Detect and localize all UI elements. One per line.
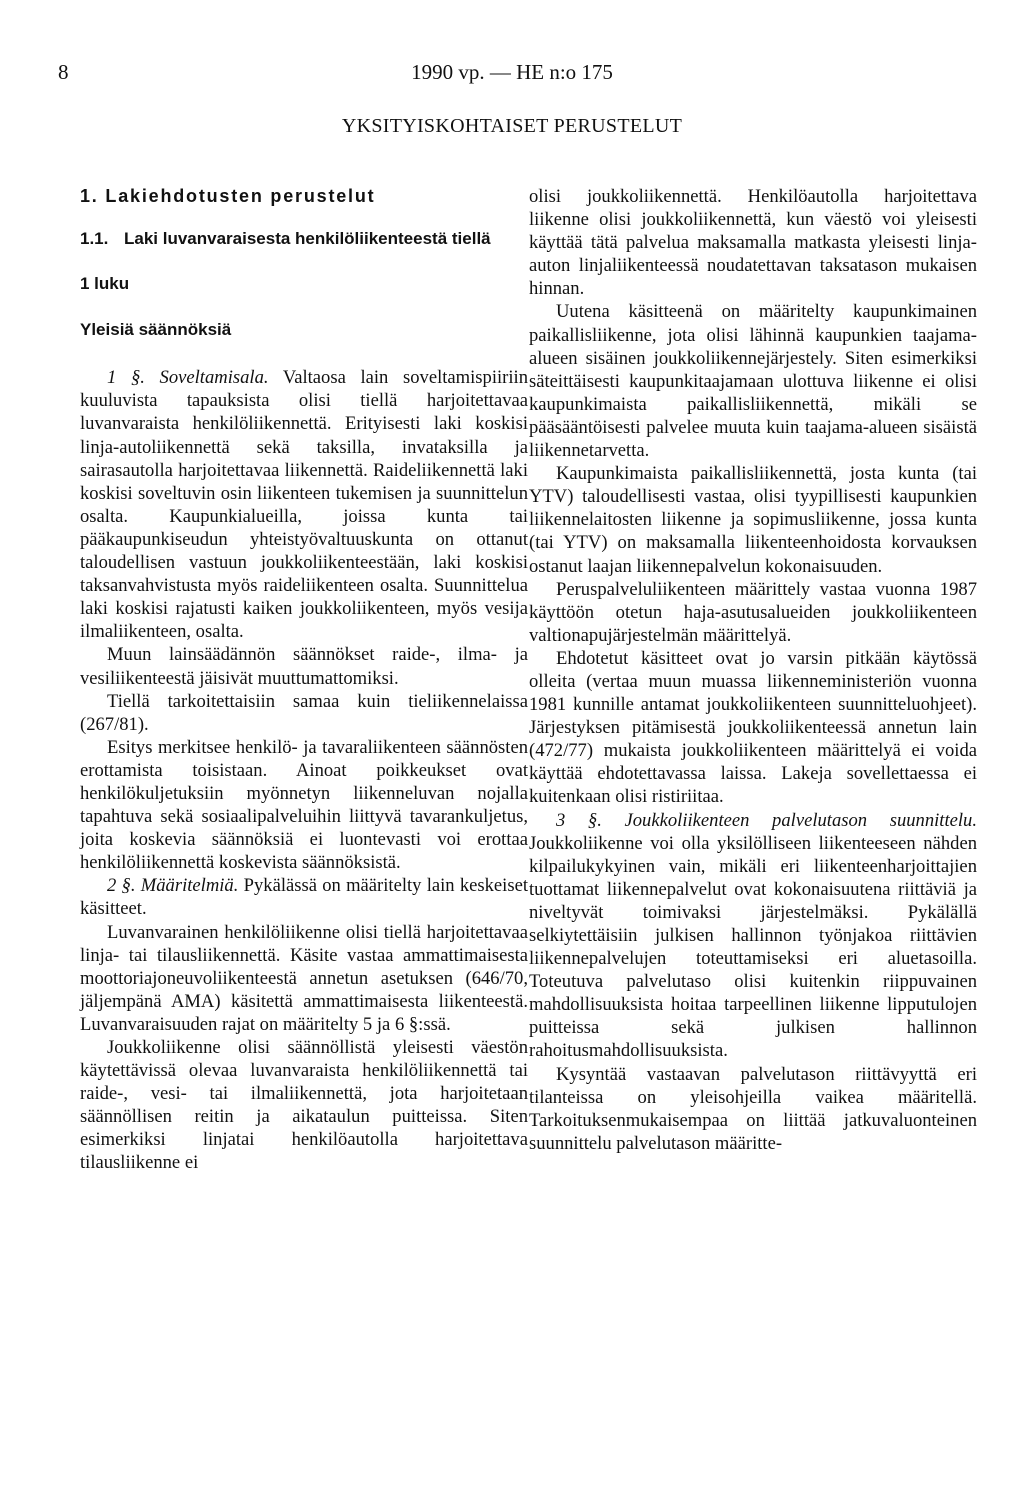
section-2-text: Pykälässä on määritelty lain keskeiset käsitteet.: [80, 875, 528, 920]
part-heading: 1 luku: [80, 274, 130, 294]
paragraph: Kysyntää vastaavan palvelutason riittävyyttä eri tilanteissa on yleisohjeilla vaikea määritellä. Tarkoituksenmukaisempaa on liittää jatkuvaluonteinen suunnittelu palvelutason määritte-: [529, 1063, 977, 1154]
paragraph-section-2: [80, 874, 528, 920]
paragraph: Peruspalveluliikenteen määrittely vastaa vuonna 1987 käyttöön otetun haja-asutusalueiden joukkoliikenteen valtionapujärjestelmän määrittelyä.: [529, 578, 977, 646]
left-column: [80, 185, 528, 1175]
section-title: YKSITYISKOHTAISET PERUSTELUT: [341, 115, 683, 137]
paragraph: Kaupunkimaista paikallisliikennettä, josta kunta (tai YTV) taloudellisesti vastaa, olisi tyypillisesti kaupunkien liikennelaitosten liikenne ja sopimusliikenne, jossa kunta (tai YTV) on maksamalla liikenteenhoidosta korvauksen ostanut laajan liikennepalvelun kokonaisuuden.: [529, 463, 977, 577]
section-2-label: 2 §. Määritelmiä.: [107, 875, 239, 897]
part-subheading: Yleisiä säännöksiä: [80, 320, 232, 340]
section-3-text: Joukkoliikenne voi olla yksilölliseen liikenteeseen nähden kilpailukykyinen vain, mikäli eri liikenteenharjoittajien tuottamat liikennepalvelut ovat kokonaisuutena riittäviä ja niveltyvät toimivaksi järjestelmäksi. Pykälällä selkiytettäisiin julkisen hallinnon työnjakoa riittävien liikennepalvelujen toteuttamiseksi eri aluetasoilla. Toteutuva palvelutaso olisi kuitenkin riippuvainen mahdollisuuksista hoitaa tarpeellinen liikenne lipputulojen puitteissa sekä julkisen hallinnon rahoitusmahdollisuuksista.: [529, 832, 977, 1062]
chapter-heading: 1. Lakiehdotusten perustelut: [80, 186, 376, 206]
paragraph: Muun lainsäädännön säännökset raide-, ilma- ja vesiliikenteestä jäisivät muuttumattomiksi.: [80, 644, 528, 689]
paragraph: Uutena käsitteenä on määritelty kaupunkimainen paikallisliikenne, jota olisi lähinnä kaupunkien taajama-alueen sisäinen joukkoliikennejärjestely. Siten esimerkiksi säteittäisesti kaupunkitaajamaan ulottuva liikenne ei olisi kaupunkimaista paikallisliikennettä, mikäli se pääsääntöisesti palvelee muuta kuin taajama-alueen sisäistä liikennetarvetta.: [529, 301, 977, 462]
paragraph-section-1: [80, 366, 528, 643]
running-header: 1990 vp. — HE n:o 175: [411, 60, 613, 84]
section-1-label: 1 §. Soveltamisala.: [107, 367, 269, 389]
section-1-text: Valtaosa lain soveltamispiiriin kuuluvista tapauksista olisi tiellä harjoitettavaa luvanvaraista henkilöliikennettä. Erityisesti laki koskisi linja-autoliikennettä sekä taksilla, invataksilla ja sairasautolla harjoitettavaa liikennettä. Raideliikennettä laki koskisi soveltuvin osin liikenteen tukemisen ja suunnittelun osalta. Kaupunkialueilla, joissa kunta tai pääkaupunkiseudun yhteistyövaltuuskunta on ottanut taloudellisen vastuun joukkoliikenteestään, laki koskisi taksanvahvistusta myös raideliikenteen osalta. Suunnittelua laki koskisi rajatusti kaiken joukkoliikenteen, myös vesija ilmaliikenteen, osalta.: [80, 367, 528, 643]
paragraph: Joukkoliikenne olisi säännöllistä yleisesti väestön käytettävissä olevaa luvanvaraista henkilöliikennettä tai raide-, vesi- tai ilmaliikennettä, jota harjoitetaan säännöllisen reitin ja aikataulun puitteissa. Siten esimerkiksi linjatai henkilöautolla harjoitettava tilausliikenne ei: [80, 1037, 528, 1174]
section-3-label: 3 §. Joukkoliikenteen palvelutason suunnittelu.: [556, 809, 977, 831]
law-heading-number: 1.1.: [80, 229, 109, 249]
law-heading-text: Laki luvanvaraisesta henkilöliikenteestä tiellä: [124, 229, 491, 249]
paragraph: Luvanvarainen henkilöliikenne olisi tiellä harjoitettavaa linja- tai tilausliikennettä. Käsite vastaa ammattimaisesta moottoriajoneuvoliikenteestä annetun asetuksen (646/70, jäljempänä AMA) käsitettä ammattimaisesta liikenteestä. Luvanvaraisuuden rajat on määritelty 5 ja 6 §:ssä.: [80, 921, 528, 1035]
paragraph: Tiellä tarkoitettaisiin samaa kuin tieliikennelaissa (267/81).: [80, 690, 528, 735]
paragraph-continued: olisi joukkoliikennettä. Henkilöautolla harjoitettava liikenne olisi joukkoliikennettä, kun väestö voi yleisesti käyttää tätä palvelua maksamalla matkasta yleisesti linja-auton linjaliikenteessä noudatettavan taksatason mukaisen hinnan.: [529, 186, 977, 300]
right-column: [529, 185, 977, 1155]
paragraph: Ehdotetut käsitteet ovat jo varsin pitkään käytössä olleita (vertaa muun muassa liikenneministeriön vuonna 1981 kunnille antamat joukkoliikenteen suunnitteluohjeet). Järjestyksen pitämisestä joukkoliikenteessä annetun lain (472/77) mukaista joukkoliikenteen määrittelyä ei voida käyttää ehdotettavassa laissa. Lakeja sovellettaessa ei kuitenkaan olisi ristiriitaa.: [529, 647, 977, 808]
paragraph: Esitys merkitsee henkilö- ja tavaraliikenteen säännösten erottamista toisistaan. Ainoat poikkeukset ovat henkilökuljetuksiin myönnetyn liikenneluvan nojalla tapahtuva sekä sosiaalipalveluihin liittyvä tavarankuljetus, joita koskevia säännöksiä ei luontevasti voi erottaa henkilöliikennettä koskevista säännöksistä.: [80, 736, 528, 874]
law-heading: [80, 227, 528, 250]
page-number: 8: [58, 60, 69, 84]
paragraph-section-3: [529, 809, 977, 1063]
